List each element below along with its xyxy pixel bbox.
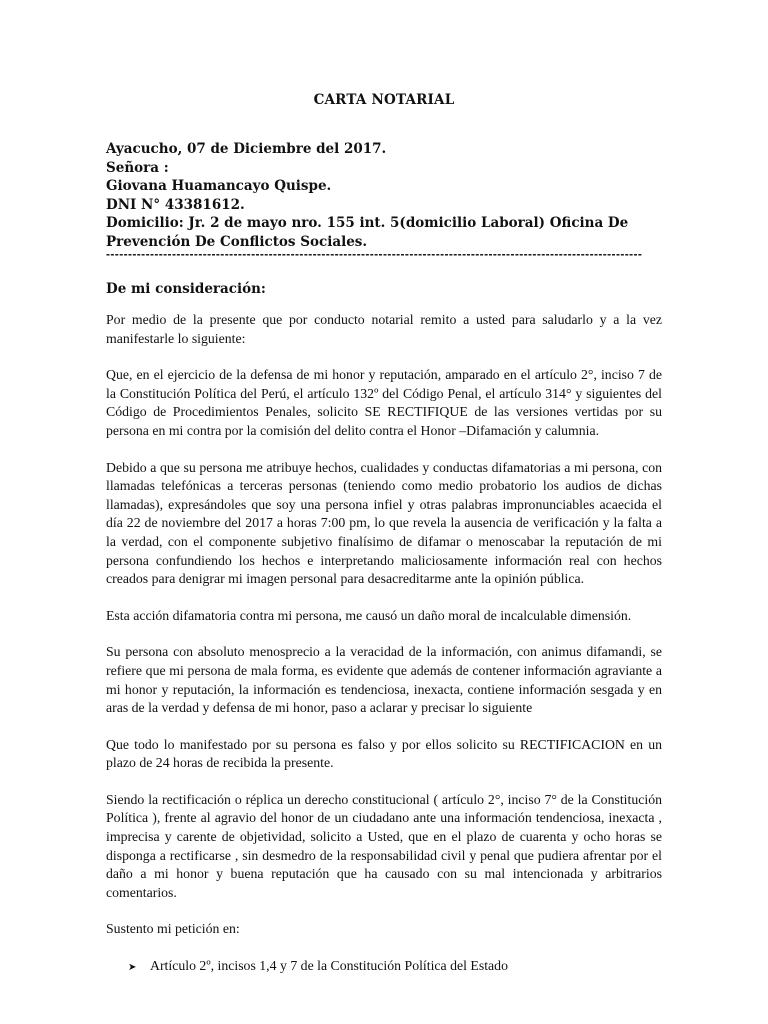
paragraph-request: Que todo lo manifestado por su persona es falso y por ellos solicito su RECTIFICACION en un plazo de 24 horas de recibida la presente. (106, 736, 662, 771)
recipient-name: Giovana Huamancayo Quispe. (106, 178, 332, 194)
letter-body (106, 311, 662, 978)
place-date: Ayacucho, 07 de Diciembre del 2017. (106, 141, 387, 157)
list-item (128, 957, 662, 978)
paragraph-intro: Por medio de la presente que por conducto notarial remito a usted para saludarlo y a la vez manifestarle lo siguiente: (106, 312, 662, 346)
recipient-dni: DNI N° 43381612. (106, 196, 245, 213)
letter-header (106, 140, 666, 251)
recipient-address-line-1: Domicilio: Jr. 2 de mayo nro. 155 int. 5(domicilio Laboral) Oficina De (106, 215, 629, 231)
paragraph-damage: Esta acción difamatoria contra mi persona, me causó un daño moral de incalculable dimensión. (106, 607, 632, 623)
document-title: CARTA NOTARIAL (313, 92, 455, 108)
salutation: Señora : (106, 159, 169, 176)
paragraph-grounds-intro: Sustento mi petición en: (106, 921, 240, 937)
paragraph-constitutional-right: Siendo la rectificación o réplica un derecho constitucional ( artículo 2°, inciso 7° de la Constitución Política ), frente al agravio del honor de un ciudadano ante una información tendenciosa, inexacta , imprecisa y carente de objetividad, solicito a Usted, que en el plazo de cuarenta y ocho horas se disponga a rectificarse , sin desmedro de la responsabilidad civil y penal que pudiera afrentar por el daño a mi honor y buena reputación que ha causado con su mal intencionada y arbitrarios comentarios. (106, 791, 662, 900)
separator-line: -------------------------------------------------------------------------------------------------------------------------- (106, 247, 643, 261)
list-item-text: Artículo 2º, incisos 1,4 y 7 de la Constitución Política del Estado (150, 958, 508, 974)
paragraph-clarification: Su persona con absoluto menosprecio a la veracidad de la información, con animus difamandi, se refiere que mi persona de mala forma, es evidente que además de contener información agraviante a mi honor y reputación, la información es tendenciosa, inexacta, contiene información sesgada y en aras de la verdad y defensa de mi honor, paso a aclarar y precisar lo siguiente (106, 644, 662, 716)
arrowhead-bullet-icon: ➤ (128, 962, 137, 974)
paragraph-legal-basis: Que, en el ejercicio de la defensa de mi honor y reputación, amparado en el artículo 2°, inciso 7 de la Constitución Política del Perú, el artículo 132º del Código Penal, el artículo 314° y siguientes del Código de Procedimientos Penales, solicito SE RECTIFIQUE de las versiones vertidas por su persona en mi contra por la comisión del delito contra el Honor –Difamación y calumnia. (106, 367, 662, 438)
paragraph-facts: Debido a que su persona me atribuye hechos, cualidades y conductas difamatorias a mi persona, con llamadas telefónicas a terceras personas (teniendo como medio probatorio los audios de dichas llamadas), expresándoles que soy una persona infiel y otras palabras impronunciables acaecida el día 22 de noviembre del 2017 a horas 7:00 pm, lo que revela la ausencia de verificación y la falta a la verdad, con el componente subjetivo finalísimo de difamar o menoscabar la reputación de mi persona confundiendo los hechos e interpretando maliciosamente información real con hechos creados para denigrar mi imagen personal para desacreditarme ante la opinión pública. (106, 459, 662, 587)
recipient-address-line-2: Prevención De Conflictos Sociales. (106, 233, 368, 250)
greeting: De mi consideración: (106, 281, 266, 297)
